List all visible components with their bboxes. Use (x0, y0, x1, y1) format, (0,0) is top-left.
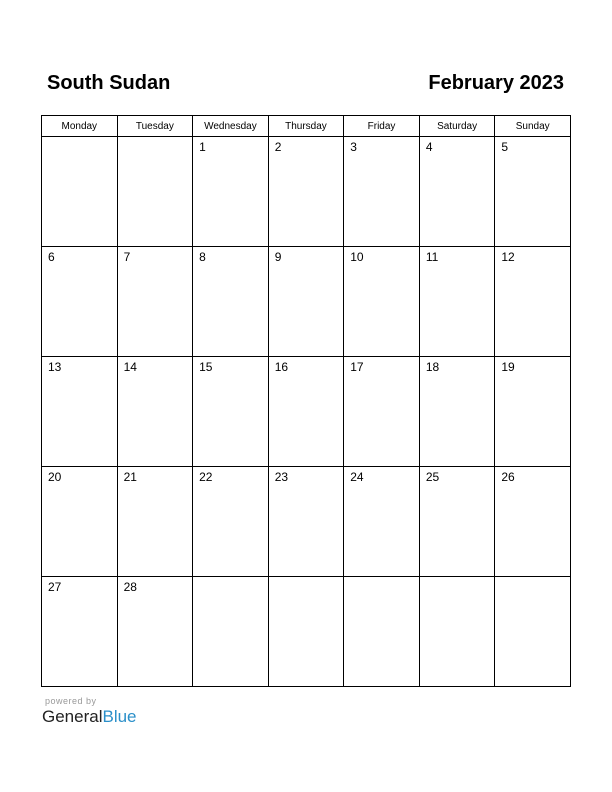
day-cell (117, 137, 193, 247)
day-number: 20 (48, 470, 62, 484)
week-row (42, 247, 571, 357)
day-number (420, 577, 495, 580)
day-number: 6 (48, 250, 55, 264)
day-cell (42, 357, 118, 467)
day-number: 26 (501, 470, 515, 484)
day-cell (419, 247, 495, 357)
day-number: 7 (123, 250, 131, 264)
day-cell (495, 137, 571, 247)
day-number: 25 (425, 470, 440, 484)
day-cell (42, 577, 118, 687)
day-number: 5 (501, 140, 509, 154)
day-number: 15 (199, 360, 213, 374)
day-cell (495, 467, 571, 577)
day-number (118, 137, 193, 140)
day-number: 16 (274, 360, 289, 374)
day-number: 13 (48, 360, 62, 374)
calendar-title-month: February 2023 (428, 72, 564, 94)
weekday-header: Tuesday (117, 116, 193, 137)
day-cell (42, 467, 118, 577)
weekday-header: Friday (344, 116, 420, 137)
day-number (269, 577, 344, 580)
powered-by-text: powered by (45, 696, 97, 706)
day-cell (495, 247, 571, 357)
day-cell (419, 137, 495, 247)
day-number (495, 577, 570, 580)
weekday-header: Saturday (419, 116, 495, 137)
day-cell (193, 357, 269, 467)
day-cell (268, 247, 344, 357)
day-cell (117, 467, 193, 577)
week-row (42, 577, 571, 687)
day-number: 21 (123, 470, 137, 484)
day-cell (495, 357, 571, 467)
day-number: 8 (199, 250, 206, 264)
brand-general-text: General (42, 707, 103, 726)
day-number: 27 (48, 580, 62, 594)
day-cell (117, 577, 193, 687)
day-number: 1 (199, 140, 206, 154)
day-cell (419, 577, 495, 687)
day-cell (268, 137, 344, 247)
day-number: 18 (425, 360, 440, 374)
week-row (42, 137, 571, 247)
weekday-header: Thursday (268, 116, 344, 137)
footer-branding (42, 696, 137, 727)
day-number: 14 (123, 360, 137, 374)
day-cell (268, 577, 344, 687)
day-cell (344, 577, 420, 687)
day-number: 28 (123, 580, 137, 594)
weekday-header: Monday (42, 116, 118, 137)
day-cell (344, 467, 420, 577)
day-cell (193, 137, 269, 247)
day-cell (344, 137, 420, 247)
day-cell (42, 247, 118, 357)
day-cell (419, 357, 495, 467)
day-number: 12 (501, 250, 515, 264)
day-cell (193, 467, 269, 577)
day-cell (193, 577, 269, 687)
day-cell (42, 137, 118, 247)
day-number: 17 (350, 360, 364, 374)
weekday-header: Sunday (495, 116, 571, 137)
generalblue-logo[interactable] (42, 707, 137, 727)
calendar-title-country: South Sudan (47, 72, 171, 94)
day-cell (117, 357, 193, 467)
day-cell (117, 247, 193, 357)
day-number: 9 (274, 250, 282, 264)
weekday-header-row (42, 116, 571, 137)
weekday-header: Wednesday (193, 116, 269, 137)
day-number (42, 137, 117, 140)
day-number (344, 577, 419, 580)
day-cell (344, 357, 420, 467)
day-number: 11 (425, 250, 439, 264)
day-number: 10 (350, 250, 364, 264)
calendar-grid (41, 115, 571, 687)
day-number: 24 (350, 470, 364, 484)
day-number: 22 (199, 470, 213, 484)
day-cell (193, 247, 269, 357)
day-cell (344, 247, 420, 357)
day-cell (268, 357, 344, 467)
day-number (193, 577, 268, 580)
day-number: 23 (274, 470, 289, 484)
day-cell (268, 467, 344, 577)
day-number: 2 (274, 140, 282, 154)
day-number: 4 (425, 140, 433, 154)
week-row (42, 467, 571, 577)
day-number: 19 (501, 360, 515, 374)
day-cell (495, 577, 571, 687)
brand-blue-text: Blue (102, 707, 137, 726)
day-cell (419, 467, 495, 577)
week-row (42, 357, 571, 467)
day-number: 3 (350, 140, 357, 154)
